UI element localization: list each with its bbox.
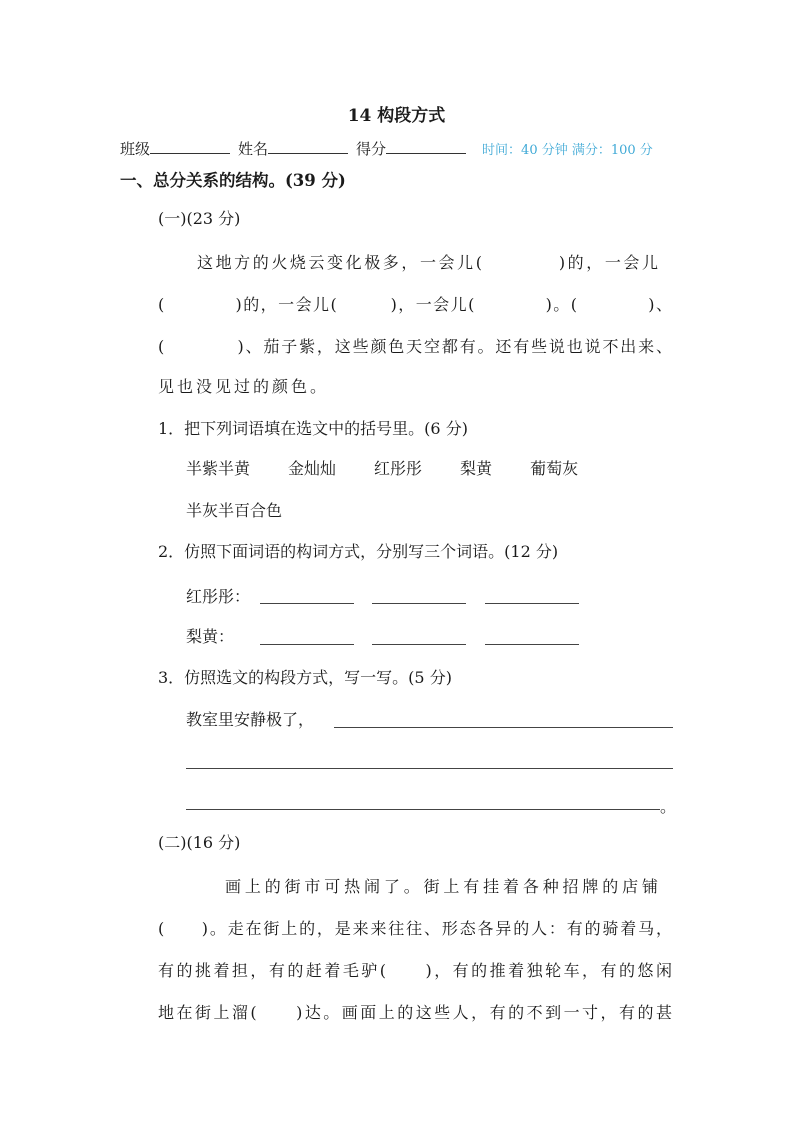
part1-label: (一)(23 分): [158, 209, 241, 228]
score-field[interactable]: [386, 139, 466, 154]
passage-line: 有的挑着担，有的赶着毛驴( )，有的推着独轮车，有的悠闲: [158, 961, 672, 980]
passage-line: ( )。走在街上的，是来来往往、形态各异的人：有的骑着马，: [158, 919, 672, 938]
time-score-note: 时间：40 分钟 满分：100 分: [482, 143, 653, 158]
passage-line: ( )、茄子紫，这些颜色天空都有。还有些说也说不出来、: [158, 337, 672, 356]
word: 半灰半百合色: [186, 501, 283, 520]
passage-line: 这地方的火烧云变化极多，一会儿( )的，一会儿: [197, 253, 658, 272]
answer-blank[interactable]: [260, 603, 354, 604]
answer-blank[interactable]: [260, 644, 354, 645]
q2-row-label: 红彤彤：: [186, 587, 251, 606]
class-field[interactable]: [150, 139, 230, 154]
page-title: 14 构段方式: [347, 106, 446, 126]
passage-line: ( )的，一会儿( )，一会儿( )。( )、: [158, 295, 672, 314]
section-heading: 一、总分关系的结构。(39 分): [120, 171, 346, 190]
question-1: 1．把下列词语填在选文中的括号里。(6 分): [158, 419, 468, 438]
question-2: 2．仿照下面词语的构词方式，分别写三个词语。(12 分): [158, 542, 559, 561]
answer-blank[interactable]: [485, 644, 579, 645]
passage-line: 画上的街市可热闹了。街上有挂着各种招牌的店铺: [225, 877, 658, 896]
passage-line: 地在街上溜( )达。画面上的这些人，有的不到一寸，有的甚: [158, 1003, 672, 1022]
answer-blank[interactable]: [485, 603, 579, 604]
word: 梨黄: [460, 459, 493, 478]
writing-line[interactable]: [334, 727, 673, 728]
answer-blank[interactable]: [372, 603, 466, 604]
word-bank: [186, 459, 616, 479]
writing-line[interactable]: [186, 809, 660, 810]
score-label: 得分: [356, 140, 387, 158]
word: 红彤彤: [374, 459, 423, 478]
passage-line: 见也没见过的颜色。: [158, 377, 330, 396]
answer-blank[interactable]: [372, 644, 466, 645]
name-field[interactable]: [268, 139, 348, 154]
student-info-row: [120, 139, 653, 161]
q2-row-label: 梨黄：: [186, 627, 235, 646]
writing-line[interactable]: [186, 768, 673, 769]
q3-end-mark: 。: [660, 797, 677, 816]
word: 金灿灿: [288, 459, 337, 478]
word: 葡萄灰: [530, 459, 579, 478]
class-label: 班级: [120, 140, 151, 158]
part2-label: (二)(16 分): [158, 833, 241, 852]
name-label: 姓名: [238, 140, 269, 158]
question-3: 3．仿照选文的构段方式，写一写。(5 分): [158, 668, 452, 687]
q3-prompt: 教室里安静极了，: [186, 710, 315, 729]
word: 半紫半黄: [186, 459, 251, 478]
